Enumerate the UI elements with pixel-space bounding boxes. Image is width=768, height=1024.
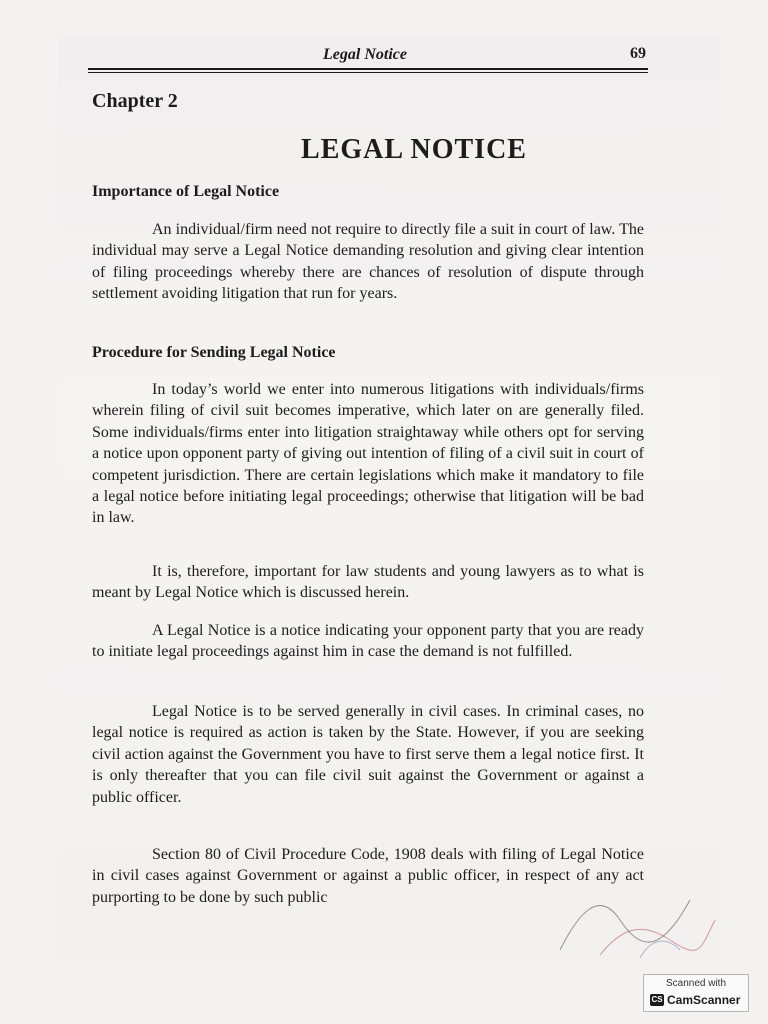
scanned-with-text: Scanned with [665,978,727,989]
section-heading-procedure: Procedure for Sending Legal Notice [92,344,336,361]
page-number: 69 [630,45,646,62]
paragraph-3-text: It is, therefore, important for law students and young lawyers as to what is meant by Legal Notice which is discussed herein. [92,563,644,602]
margin-scribble-icon [540,880,720,960]
camscanner-badge [643,974,749,1012]
running-title: Legal Notice [323,46,407,63]
header-rule-thick [88,68,648,70]
paragraph-4-text: A Legal Notice is a notice indicating your opponent party that you are ready to initiate legal proceedings against him in case the demand is not fulfilled. [92,622,644,661]
header-rule-thin [88,72,648,73]
camscanner-logo-icon: CS [651,995,663,1004]
paragraph-2-text: In today’s world we enter into numerous litigations with individuals/firms wherein filing of civil suit becomes imperative, which later on are generally filed. Some individuals/firms enter into litigation straightaway while others opt for serving a notice upon opponent party of giving out intention of filing of a civil suit in court of competent jurisdiction. There are certain legislations which make it mandatory to file a legal notice before initiating legal proceedings; otherwise that litigation will be bad in law. [92,381,644,527]
paragraph-4 [92,620,644,663]
paragraph-5-text: Legal Notice is to be served generally in civil cases. In criminal cases, no legal notice is required as action is taken by the State. However, if you are seeking civil action against the Government you have to first serve them a legal notice first. It is only thereafter that you can file civil suit against the Government or against a public officer. [92,703,644,806]
paragraph-1 [92,219,644,305]
paragraph-5 [92,701,644,808]
paragraph-6-text: Section 80 of Civil Procedure Code, 1908 deals with filing of Legal Notice in civil cases against Government or against a public officer, in respect of any act purporting to be done by such public [92,846,644,906]
paragraph-1-text: An individual/firm need not require to directly file a suit in court of law. The individual may serve a Legal Notice demanding resolution and giving clear intention of filing proceedings whereby there are chances of resolution of dispute through settlement avoiding litigation that run for years. [92,221,644,303]
camscanner-brand: CamScanner [667,993,741,1007]
running-header [88,46,648,68]
paragraph-2 [92,379,644,529]
page-title: LEGAL NOTICE [301,134,527,165]
chapter-label: Chapter 2 [92,90,178,112]
section-heading-importance: Importance of Legal Notice [92,183,280,200]
paragraph-3 [92,561,644,604]
